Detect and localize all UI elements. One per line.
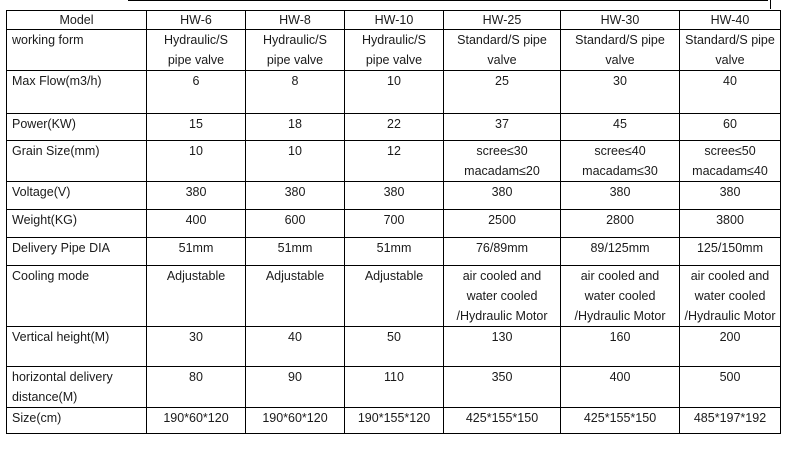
- cell-text-line: 380: [609, 185, 631, 199]
- table-row-size-cm: [7, 408, 781, 434]
- row-label: [7, 182, 147, 210]
- table-row-power-kw: [7, 114, 781, 141]
- table-cell: [147, 141, 246, 182]
- table-row-working-form: [7, 30, 781, 71]
- table-row-delivery-pipe-dia: [7, 238, 781, 266]
- cell-text-line: 700: [383, 213, 405, 227]
- cell-text-line: air cooled and: [462, 269, 542, 283]
- table-cell: [246, 266, 345, 327]
- cell-text-line: Adjustable: [364, 269, 424, 283]
- cell-text-line: 130: [491, 330, 513, 344]
- cell-text-line: Hydraulic/S: [362, 33, 426, 47]
- row-label-line: Vertical height(M): [12, 330, 110, 344]
- table-cell: [680, 71, 781, 114]
- cell-text-line: 190*60*120: [262, 411, 328, 425]
- table-cell: [680, 141, 781, 182]
- cell-text-line: 22: [387, 117, 401, 131]
- table-cell: [561, 367, 680, 408]
- row-label-line: Voltage(V): [12, 185, 71, 199]
- row-label-line: Delivery Pipe DIA: [12, 241, 110, 255]
- row-label-line: distance(M): [12, 390, 78, 404]
- cell-text-line: scree≤40: [594, 144, 646, 158]
- cell-text-line: 18: [288, 117, 302, 131]
- cell-text-line: 51mm: [277, 241, 313, 255]
- table-cell: [680, 408, 781, 434]
- table-cell: [246, 30, 345, 71]
- cell-text-line: 12: [387, 144, 401, 158]
- table-cell: [444, 327, 561, 367]
- table-cell: [444, 266, 561, 327]
- row-label-line: Weight(KG): [12, 213, 78, 227]
- cell-text-line: macadam≤40: [692, 164, 768, 178]
- table-cell: [147, 30, 246, 71]
- table-row-horizontal-delivery-distance-m: [7, 367, 781, 408]
- table-cell: [246, 408, 345, 434]
- cell-text-line: 190*155*120: [357, 411, 431, 425]
- table-cell: [680, 266, 781, 327]
- cell-text-line: 350: [491, 370, 513, 384]
- cell-text-line: 425*155*150: [465, 411, 539, 425]
- table-cell: [246, 71, 345, 114]
- table-cell: [345, 141, 444, 182]
- cell-text-line: 380: [284, 185, 306, 199]
- table-cell: [680, 210, 781, 238]
- cell-text-line: macadam≤30: [582, 164, 658, 178]
- cell-text-line: 40: [288, 330, 302, 344]
- cell-text-line: 51mm: [178, 241, 214, 255]
- cell-text-line: 8: [291, 74, 299, 88]
- table-cell: [561, 30, 680, 71]
- cell-text-line: 2800: [606, 213, 634, 227]
- cell-text-line: air cooled and: [580, 269, 660, 283]
- table-cell: [147, 238, 246, 266]
- table-cell: [345, 238, 444, 266]
- table-cell: [147, 367, 246, 408]
- table-cell: [147, 210, 246, 238]
- table-cell: [561, 141, 680, 182]
- table-cell: [561, 266, 680, 327]
- row-label: [7, 141, 147, 182]
- table-cell: [561, 210, 680, 238]
- cell-text-line: valve: [605, 53, 635, 67]
- cell-text-line: Standard/S pipe: [457, 33, 547, 47]
- table-cell: [345, 114, 444, 141]
- table-cell: [147, 327, 246, 367]
- row-label: [7, 327, 147, 367]
- row-label: [7, 367, 147, 408]
- cell-text-line: 60: [723, 117, 737, 131]
- table-cell: [345, 182, 444, 210]
- cell-text-line: pipe valve: [365, 53, 423, 67]
- cell-text-line: macadam≤20: [464, 164, 540, 178]
- table-cell: [246, 238, 345, 266]
- table-cell: [444, 141, 561, 182]
- cell-text-line: 600: [284, 213, 306, 227]
- cell-text-line: water cooled: [466, 289, 538, 303]
- row-label-line: working form: [12, 33, 84, 47]
- table-cell: [561, 114, 680, 141]
- cell-text-line: valve: [715, 53, 745, 67]
- table-cell: [345, 367, 444, 408]
- table-cell: [246, 114, 345, 141]
- table-row-cooling-mode: [7, 266, 781, 327]
- cell-text-line: 6: [192, 74, 200, 88]
- cell-text-line: 15: [189, 117, 203, 131]
- table-cell: [444, 30, 561, 71]
- row-label-line: Grain Size(mm): [12, 144, 100, 158]
- cell-text-line: 76/89mm: [475, 241, 529, 255]
- header-cell-model: Model: [7, 11, 147, 30]
- row-label-line: Cooling mode: [12, 269, 90, 283]
- header-cell-hw-25: HW-25: [444, 11, 561, 30]
- cell-text-line: 400: [609, 370, 631, 384]
- cell-text-line: /Hydraulic Motor: [684, 309, 776, 323]
- cell-text-line: 485*197*192: [693, 411, 767, 425]
- header-cell-hw-8: HW-8: [246, 11, 345, 30]
- cell-text-line: 400: [185, 213, 207, 227]
- table-cell: [561, 327, 680, 367]
- row-label-line: Max Flow(m3/h): [12, 74, 102, 88]
- table-row-vertical-height-m: [7, 327, 781, 367]
- header-cell-hw-40: HW-40: [680, 11, 781, 30]
- cell-text-line: 380: [383, 185, 405, 199]
- row-label: [7, 30, 147, 71]
- cell-text-line: pipe valve: [266, 53, 324, 67]
- cell-text-line: 45: [613, 117, 627, 131]
- table-cell: [345, 71, 444, 114]
- table-cell: [147, 182, 246, 210]
- header-cell-hw-30: HW-30: [561, 11, 680, 30]
- cell-text-line: 425*155*150: [583, 411, 657, 425]
- table-cell: [147, 71, 246, 114]
- cell-text-line: 380: [185, 185, 207, 199]
- cell-text-line: 500: [719, 370, 741, 384]
- table-cell: [147, 266, 246, 327]
- cell-text-line: 30: [189, 330, 203, 344]
- table-cell: [345, 266, 444, 327]
- cell-text-line: 25: [495, 74, 509, 88]
- row-label: [7, 408, 147, 434]
- table-cell: [444, 367, 561, 408]
- cell-text-line: 89/125mm: [590, 241, 650, 255]
- header-cell-hw-10: HW-10: [345, 11, 444, 30]
- top-border-line: [128, 0, 768, 1]
- cell-text-line: 3800: [716, 213, 744, 227]
- cell-text-line: 30: [613, 74, 627, 88]
- table-header-row: [7, 11, 781, 30]
- table-cell: [680, 182, 781, 210]
- cell-text-line: water cooled: [584, 289, 656, 303]
- row-label: [7, 238, 147, 266]
- cell-text-line: 10: [387, 74, 401, 88]
- table-cell: [246, 367, 345, 408]
- cell-text-line: Adjustable: [265, 269, 325, 283]
- cell-text-line: 380: [491, 185, 513, 199]
- row-label-line: Size(cm): [12, 411, 62, 425]
- table-cell: [680, 327, 781, 367]
- table-cell: [444, 182, 561, 210]
- table-cell: [246, 327, 345, 367]
- table-cell: [246, 182, 345, 210]
- table-cell: [444, 114, 561, 141]
- cell-text-line: 51mm: [376, 241, 412, 255]
- row-label: [7, 114, 147, 141]
- cell-text-line: 190*60*120: [163, 411, 229, 425]
- table-cell: [680, 238, 781, 266]
- cell-text-line: Standard/S pipe: [575, 33, 665, 47]
- top-corner-mark: [770, 0, 771, 9]
- table-cell: [246, 210, 345, 238]
- cell-text-line: /Hydraulic Motor: [574, 309, 666, 323]
- table-row-max-flow-m3-h: [7, 71, 781, 114]
- table-cell: [246, 141, 345, 182]
- table-cell: [147, 114, 246, 141]
- cell-text-line: Hydraulic/S: [263, 33, 327, 47]
- cell-text-line: Hydraulic/S: [164, 33, 228, 47]
- cell-text-line: 160: [609, 330, 631, 344]
- table-cell: [561, 408, 680, 434]
- cell-text-line: 37: [495, 117, 509, 131]
- row-label-line: horizontal delivery: [12, 370, 113, 384]
- table-cell: [561, 71, 680, 114]
- cell-text-line: 110: [384, 370, 404, 384]
- cell-text-line: Standard/S pipe: [685, 33, 775, 47]
- cell-text-line: Adjustable: [166, 269, 226, 283]
- cell-text-line: 40: [723, 74, 737, 88]
- cell-text-line: valve: [487, 53, 517, 67]
- header-cell-hw-6: HW-6: [147, 11, 246, 30]
- specification-table: [6, 10, 781, 434]
- table-cell: [680, 114, 781, 141]
- cell-text-line: 200: [719, 330, 741, 344]
- table-row-voltage-v: [7, 182, 781, 210]
- cell-text-line: 80: [189, 370, 203, 384]
- cell-text-line: 10: [288, 144, 302, 158]
- table-cell: [444, 408, 561, 434]
- table-cell: [345, 327, 444, 367]
- cell-text-line: air cooled and: [690, 269, 770, 283]
- row-label: [7, 210, 147, 238]
- table-cell: [680, 30, 781, 71]
- table-cell: [444, 210, 561, 238]
- cell-text-line: /Hydraulic Motor: [456, 309, 548, 323]
- cell-text-line: pipe valve: [167, 53, 225, 67]
- table-row-grain-size-mm: [7, 141, 781, 182]
- cell-text-line: 90: [288, 370, 302, 384]
- table-row-weight-kg: [7, 210, 781, 238]
- row-label: [7, 266, 147, 327]
- cell-text-line: 380: [719, 185, 741, 199]
- cell-text-line: 2500: [488, 213, 516, 227]
- table-cell: [561, 182, 680, 210]
- table-cell: [345, 408, 444, 434]
- table-cell: [345, 30, 444, 71]
- row-label: [7, 71, 147, 114]
- table-cell: [147, 408, 246, 434]
- table-cell: [444, 238, 561, 266]
- cell-text-line: scree≤30: [476, 144, 528, 158]
- table-cell: [561, 238, 680, 266]
- table-cell: [680, 367, 781, 408]
- cell-text-line: scree≤50: [704, 144, 756, 158]
- table-cell: [345, 210, 444, 238]
- cell-text-line: 125/150mm: [696, 241, 763, 255]
- cell-text-line: 10: [189, 144, 203, 158]
- cell-text-line: 50: [387, 330, 401, 344]
- table-cell: [444, 71, 561, 114]
- row-label-line: Power(KW): [12, 117, 76, 131]
- cell-text-line: water cooled: [694, 289, 766, 303]
